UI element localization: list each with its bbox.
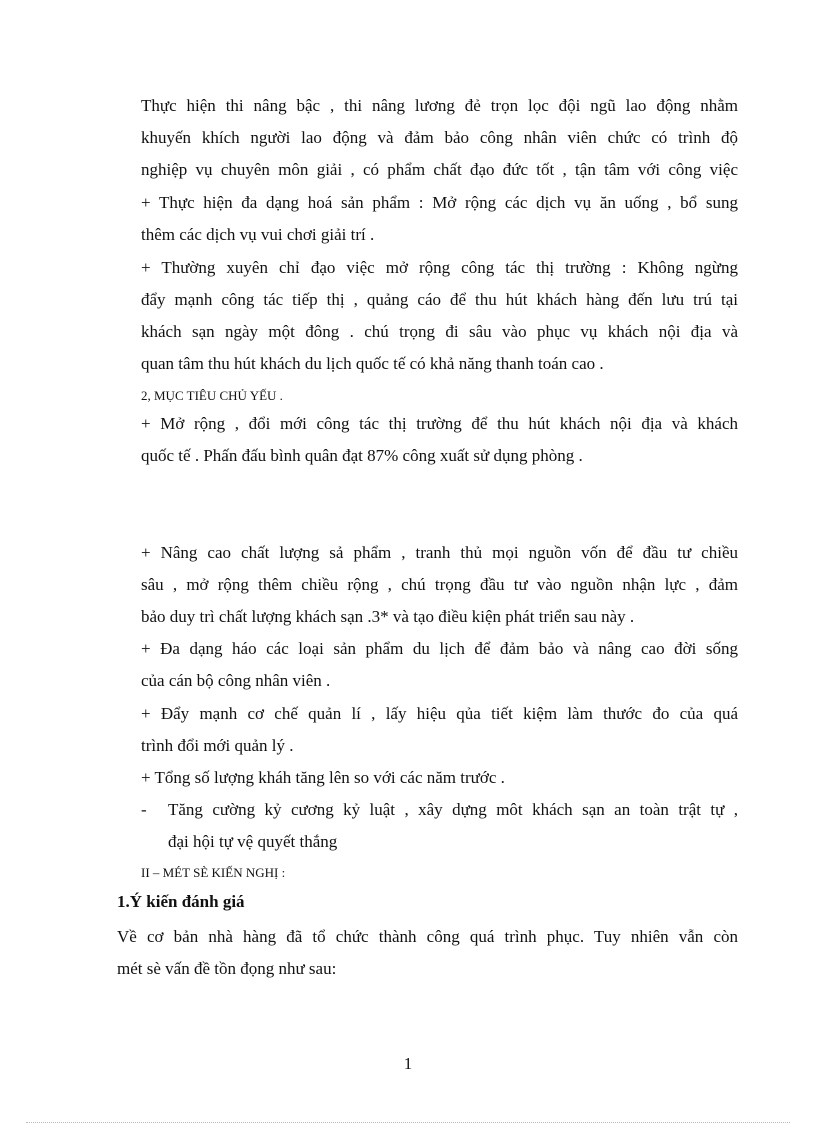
body-text-line: trình đổi mới quản lý . xyxy=(141,736,294,755)
body-text-line: của cán bộ công nhân viên . xyxy=(141,671,331,690)
body-text-line: + Đẩy mạnh cơ chế quản lí , lấy hiệu qủa tiết kiệm làm thước đo của quá xyxy=(141,704,738,723)
page-number: 1 xyxy=(403,1054,413,1073)
body-text-line: + Nâng cao chất lượng sả phẩm , tranh thủ mọi nguồn vốn để đầu tư chiều xyxy=(141,543,738,562)
body-text-line: sâu , mở rộng thêm chiều rộng , chú trọng đầu tư vào nguồn nhận lực , đảm xyxy=(141,575,738,594)
dash-bullet: - xyxy=(141,800,147,819)
body-text-line: + Đa dạng háo các loại sản phẩm du lịch để đảm bảo và nâng cao đời sống xyxy=(141,639,738,658)
body-text-line: + Mở rộng , đổi mới công tác thị trường để thu hút khách nội địa và khách xyxy=(141,414,738,433)
body-text-line: Tăng cường kỷ cương kỷ luật , xây dựng môt khách sạn an toàn trật tự , xyxy=(168,800,738,819)
body-text-line: quan tâm thu hút khách du lịch quốc tế có khả năng thanh toán cao . xyxy=(141,354,604,373)
body-text-line: khách sạn ngày một đông . chú trọng đi sâu vào phục vụ khách nội địa và xyxy=(141,322,738,341)
body-text-line: mét sè vấn đề tồn đọng như sau: xyxy=(117,959,337,978)
body-text-line: nghiệp vụ chuyên môn giải , có phẩm chất đạo đức tốt , tận tâm với công việc xyxy=(141,160,738,179)
body-text-line: quốc tế . Phấn đấu bình quân đạt 87% công xuất sử dụng phòng . xyxy=(141,446,583,465)
body-text-line: Về cơ bản nhà hàng đã tổ chức thành công quá trình phục. Tuy nhiên vẫn còn xyxy=(117,927,738,946)
body-text-line: khuyến khích người lao động và đảm bảo công nhân viên chức có trình độ xyxy=(141,128,738,147)
body-text-line: đại hội tự vệ quyết thắng xyxy=(168,832,338,851)
section-heading: 2, MỤC TIÊU CHỦ YẾU . xyxy=(141,388,283,403)
body-text-line: thêm các dịch vụ vui chơi giải trí . xyxy=(141,225,375,244)
body-text-line: + Thường xuyên chỉ đạo việc mở rộng công tác thị trường : Không ngừng xyxy=(141,258,738,277)
body-text-line: bảo duy trì chất lượng khách sạn .3* và tạo điều kiện phát triển sau này . xyxy=(141,607,635,626)
section-heading: II – MÉT SÈ KIẾN NGHỊ : xyxy=(141,865,286,880)
subsection-title: 1.Ý kiến đánh giá xyxy=(117,892,245,911)
body-text-line: + Tổng số lượng kháh tăng lên so với các năm trước . xyxy=(141,768,505,787)
body-text-line: Thực hiện thi nâng bậc , thi nâng lương đẻ trọn lọc đội ngũ lao động nhằm xyxy=(141,96,738,115)
body-text-line: đẩy mạnh công tác tiếp thị , quảng cáo để thu hút khách hàng đến lưu trú tại xyxy=(141,290,738,309)
body-text-line: + Thực hiện đa dạng hoá sản phẩm : Mở rộng các dịch vụ ăn uống , bổ sung xyxy=(141,193,738,212)
